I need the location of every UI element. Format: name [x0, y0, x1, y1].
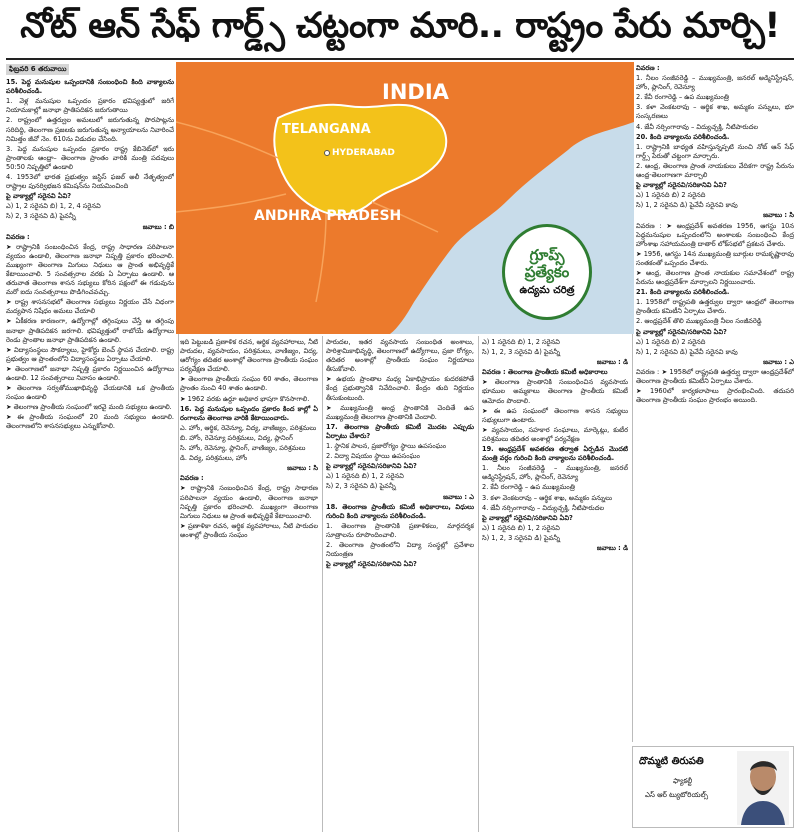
paragraph: ➤ తెలంగాణ ప్రాంతీయ సంఘం 60 శాతం, తెలంగాణ ప్రాంతం నుంచి 40 శాతం ఉండాలి. — [180, 375, 318, 393]
answer: జవాబు : డి — [596, 358, 628, 367]
explanation-heading: వివరణ : — [6, 232, 30, 241]
explanation-heading: వివరణ : — [636, 64, 660, 72]
option: ఎ. హోం, ఆర్థిక, రెవెన్యూ, విద్య, వాణిజ్యం, పరిశ్రమలు — [180, 423, 317, 432]
explanation: ➤ 1956, ఆగస్టు 14న ముఖ్యమంత్రి బూర్గుల రామకృష్ణారావు సంతకంతో ఒప్పందం చేశారు. — [636, 249, 794, 267]
explanation: 4. జేవీ నర్సింగారావు – విద్యుచ్ఛక్తి, నీటిపారుదల — [636, 122, 759, 131]
statement: 4. 1953లో భారత ప్రభుత్వం జస్టిస్‌ ఫజల్‌ అలీ నేతృత్వంలో రాష్ట్రాల పునర్విభజన కమిషన్‌ను నియమించింది — [6, 173, 174, 191]
headline-rule — [6, 58, 794, 60]
options: సి) 2, 3 సరైనవి డి) పైవన్నీ — [326, 482, 396, 491]
explanation: ➤ తెలంగాణ సర్వతోముఖాభివృద్ధి చేయడానికి ఒక ప్రాంతీయ సంఘం ఉండాలి — [6, 384, 174, 402]
explanation: 3. కళా వెంకటరావు – ఆర్థిక శాఖ, అమ్మకం పన్నులు, భూ సంస్కరణలు — [636, 103, 794, 121]
options: సి) 1, 2, 3 సరైనవి డి) పైవన్నీ — [482, 348, 561, 357]
explanation: ➤ విద్యాసంస్థలు సౌకర్యాలు, హైకోర్టు బెంచ్‌ స్థాపన చేయాలి. రాష్ట్ర ప్రభుత్వం ఆ ప్రాంతంలోని విద్యాసంస్థలు ఏర్పాటు చేయాలి. — [6, 345, 174, 363]
statement: 1. రాష్ట్రానికి బాధ్యత వహిస్తున్నప్పటి నుంచి నోట్‌ ఆన్‌ సేఫ్‌ గార్డ్స్‌ పేరుతో చట్టంగా మార్చారు. — [636, 142, 794, 160]
statement: 1. వెళ్ల మనుషుల ఒప్పందం ప్రకారం భవిష్యత్తులో జరిగే నియామకాల్లో జనాభా ప్రాతిపదికన జరుగుతాయి — [6, 97, 174, 115]
options: ఎ) 1 సరైనది బి) 1, 2 సరైనవి — [326, 472, 404, 481]
statement: 2. విద్యా విషయం స్థాయి ఉపసంఘం — [326, 452, 420, 461]
statement: 2. ఆంధ్రప్రదేశ్‌ తొలి ముఖ్యమంత్రి నీలం సంజీవరెడ్డి — [636, 317, 762, 326]
map-label-andhra-pradesh: ANDHRA PRADESH — [254, 208, 402, 224]
statement: 2. ఆంధ్ర, తెలంగాణ ప్రాంత నాయకులు వేదికగా రాష్ట్ర పేరును ఆంధ్ర-తెలంగాణగా మార్చాలి — [636, 161, 794, 180]
statement: 1. 1958లో రాష్ట్రపతి ఉత్తర్వుల ద్వారా ఆంధ్రలో తెలంగాణ ప్రాంతీయ కమిటీని ఏర్పాటు చేశారు. — [636, 298, 794, 316]
explanation: ➤ ఈ ఉప సంఘంలో తెలంగాణ శాసన సభ్యులు సభ్యులుగా ఉంటారు. — [482, 406, 628, 424]
answer: జవాబు : ఎ — [763, 357, 794, 366]
badge-line-1: గ్రూప్స్‌ — [529, 245, 565, 264]
paragraph: పారుదల, ఇతర వ్యవసాయ సంబంధిత అంశాలు, పారిశ్రామికాభివృద్ధి, తెలంగాణలో ఉద్యోగాలు, ప్రజా రోగ్యం, తదితర అంశాల్లో ప్రాంతీయ సంఘం నిర్ణయాలు తీసుకోవాలి. — [326, 338, 474, 374]
question-15: 15. పెద్ద మనుషుల ఒప్పందానికి సంబంధించి కింది వాక్యాలను పరిశీలించండి. — [6, 78, 174, 96]
explanation: 1. నీలం సంజీవరెడ్డి – ముఖ్యమంత్రి, జనరల్‌ అడ్మినిస్ట్రేషన్‌, హోం, ప్లానింగ్‌, రెవెన్యూ — [636, 74, 794, 92]
author-box — [632, 746, 794, 828]
answer: జవాబు : బి — [142, 222, 174, 231]
author-organisation: ఎస్‌ ఆర్‌ ట్యుటోరియల్స్‌ — [645, 791, 709, 799]
explanation: వివరణ : ➤ ఆంధ్రప్రదేశ్‌ అవతరణ 1956, ఆగస్టు 10న పెద్దమనుషుల ఒప్పందంలోని అంశాలకు సంబంధించి కేంద్ర హోంశాఖ సహాయమంత్రి దాతార్‌ లోక్‌సభలో ప్రకటన చేశారు. — [636, 221, 794, 248]
statement: 2. తెలంగాణ ప్రాంతంలోని విద్యా సంస్థల్లో ప్రవేశాల నియంత్రణ — [326, 540, 474, 559]
explanation: ➤ రాష్ట్రానికి సంబంధించిన కేంద్ర, రాష్ట్ర సాధారణ పరిపాలనా వ్యయం ఉండాలి, తెలంగాణ జనాభా నిష్పత్తి ప్రకారం భరించాలి. ముఖ్యంగా తెలంగాణ మిగులు నిధులు ఆ ప్రాంత అభివృద్ధికే కేటాయించాలి. 5 సంవత్సరాల వరకు ఏ ఏర్పాటు ఉండాలి. ఆ తరువాత తెలంగాణ శాసన సభ్యులు కోరిన పక్షంలో ఈ గడువును మరో ఐదు సంవత్సరాలు పొడిగించవచ్చు. — [6, 242, 174, 297]
headline — [6, 4, 794, 56]
statement: 1. నీలం సంజీవరెడ్డి – ముఖ్యమంత్రి, జనరల్‌ అడ్మినిస్ట్రేషన్‌, హోం, ప్లానింగ్‌, రెవెన్యూ — [482, 464, 628, 482]
map-label-hyderabad: HYDERABAD — [332, 148, 395, 158]
column-divider — [322, 336, 323, 832]
answer: జవాబు : సి — [763, 211, 794, 220]
column-divider — [478, 336, 479, 832]
explanation: ➤ వ్యవసాయం, సహకార సంఘాలు, మార్కెట్లు, కుటీర పరిశ్రమలు తదితర అంశాల్లో పర్యవేక్షణ — [482, 425, 628, 443]
question-prompt: పై వాక్యాల్లో సరైనవి/సరికానివి ఏవి? — [326, 560, 417, 569]
question-18: 18. తెలంగాణ ప్రాంతీయ కమిటీ అధికారాలు, విధులు గురించి కింది వాక్యాలను పరిశీలించండి. — [326, 502, 474, 520]
author-photo — [737, 751, 789, 825]
answer: జవాబు : సి — [287, 464, 318, 473]
options: సి) 1, 2 సరైనవి డి) పైవేవీ సరైనవి కావు — [636, 347, 738, 356]
section-header: ఫిబ్రవరి 6 తరువాయి — [6, 64, 69, 75]
statement: 1. తెలంగాణ ప్రాంతానికి ప్రణాళికలు, మార్గదర్శక సూత్రాలను రూపొందించాలి. — [326, 521, 474, 539]
article-column-1 — [6, 64, 174, 830]
article-column-2 — [180, 338, 318, 830]
question-16: 16. పెద్ద మనుషుల ఒప్పందం ప్రకారం కింద కాల్లో ఏ రంగాలను తెలంగాణ వారికి కేటాయించారు. — [180, 404, 318, 422]
option: బి. హోం, రెవెన్యూ పరిశ్రమలు, విద్య, ప్లానింగ్‌ — [180, 433, 293, 442]
question-prompt: పై వాక్యాల్లో సరైనవి ఏవి? — [6, 192, 72, 201]
paragraph: ➤ ముఖ్యమంత్రి ఆంధ్ర ప్రాంతానికి చెందితే ఉప ముఖ్యమంత్రి తెలంగాణ ప్రాంతానికి చెందాలి. — [326, 403, 474, 421]
explanation: ➤ తెలంగాణ ప్రాంతానికి సంబంధించిన వ్యవసాయ భూముల అమ్మకాలు తెలంగాణ ప్రాంతీయ కమిటీ ఆమోదం పొందాలి. — [482, 378, 628, 405]
explanation: ➤ రాష్ట్ర శాసనసభలో తెలంగాణ సభ్యులు నిర్ణయం చేసే విధంగా మద్యపాన నిషేధం అమలు చేయాలి — [6, 298, 174, 316]
headline-text: నోట్‌ ఆన్‌ సేఫ్‌ గార్డ్స్‌ చట్టంగా మారి.. రాష్ట్రం పేరు మార్చి! — [20, 6, 780, 46]
statement: 4. జేవీ నర్సింగారావు – విద్యుచ్ఛక్తి, నీటిపారుదల — [482, 503, 605, 512]
author-name: దొమ్మటి తిరుపతి — [639, 756, 704, 767]
explanation: ➤ 1960లో కార్యకలాపాలు ప్రారంభించింది. తదుపరి తెలంగాణ ప్రాంతీయ సంఘం ప్రారంభం అయింది. — [636, 387, 794, 405]
options: ఎ) 1 సరైనది బి) 2 సరైనది — [636, 191, 706, 200]
author-role: ఫ్యాకల్టీ — [673, 777, 693, 785]
article-column-3 — [326, 338, 474, 830]
article-column-4 — [482, 338, 628, 830]
statement: 1. స్థానిక పాలన, ప్రజారోగ్యం స్థాయి ఉపసంఘం — [326, 442, 447, 451]
explanation: ➤ ఆంధ్ర, తెలంగాణ ప్రాంత నాయకుల సమావేశంలో రాష్ట్ర పేరును ఆంధ్రప్రదేశ్‌గా మార్చాలని నిర్ణయించారు. — [636, 268, 794, 287]
question-19: 19. ఆంధ్రప్రదేశ్‌ అవతరణ తర్వాత ఏర్పడిన మొదటి మంత్రి వర్గం గురించి కింది వాక్యాలను పరిశీలించండి. — [482, 445, 628, 463]
statement: 3. కళా వెంకటరావు – ఆర్థిక శాఖ, అమ్మకం పన్నులు — [482, 493, 613, 502]
options: ఎ) 1 సరైనది బి) 1, 2 సరైనవి — [482, 338, 560, 346]
question-20: 20. కింది వాక్యాలను పరిశీలించండి. — [636, 132, 730, 141]
article-column-5 — [636, 64, 794, 742]
explanation-heading: వివరణ : తెలంగాణ ప్రాంతీయ కమిటీ అధికారాలు — [482, 368, 608, 377]
explanation-heading: వివరణ : — [180, 474, 204, 483]
explanation: ➤ రాష్ట్రానికి సంబంధించిన కేంద్ర, రాష్ట్ర సాధారణ పరిపాలనా వ్యయం ఉండాలి, తెలంగాణ జనాభా నిష్పత్తి ప్రకారం భరించాలి. ముఖ్యంగా తెలంగాణ మిగులు నిధులు ఆ ప్రాంత అభివృద్ధికే కేటాయించాలి. — [180, 484, 318, 520]
statement: 2. రాష్ట్రంలో ఉత్తర్వుల అమలులో జరుగుతున్న పొరపాట్లను సరిదిద్ది, తెలంగాణ ప్రజలకు జరుగుతున్న అన్యాయాలను నివారించే నిమిత్తం జీవో నెం. 610ను విడుదల చేసింది. — [6, 116, 174, 143]
question-prompt: పై వాక్యాల్లో సరైనవి/సరికానివి ఏవి? — [326, 462, 417, 471]
explanation: 2. కేవీ రంగారెడ్డి – ఉప ముఖ్యమంత్రి — [636, 93, 729, 102]
explanation: ➤ ఏకీకరణ కారణంగా, ఉద్యోగాల్లో తగ్గింపులు చేస్తే ఆ తగ్గింపు జనాభా ప్రాతిపదికన జరగాలి. భవిష్యత్తులో రాబోయే ఉద్యోగాలు రెండు ప్రాంతాల జనాభా ప్రాతిపదికన ఉండాలి. — [6, 317, 174, 344]
answer: జవాబు : ఎ — [443, 492, 474, 501]
explanation: వివరణ : ➤ 1958లో రాష్ట్రపతి ఉత్తర్వు ద్వారా ఆంధ్రప్రదేశ్‌లో తెలంగాణ ప్రాంతీయ కమిటీని ఏర్పాటు చేశారు. — [636, 367, 794, 385]
answer: జవాబు : డి — [596, 543, 628, 552]
option: సి. హోం, రెవెన్యూ, ప్లానింగ్‌, వాణిజ్యం, పరిశ్రమలు — [180, 444, 306, 453]
option: డి. విద్య, పరిశ్రమలు, హోం — [180, 454, 248, 463]
question-prompt: పై వాక్యాల్లో సరైనవి/సరికానివి ఏవి? — [636, 327, 727, 336]
statement: 3. పెద్ద మనుషుల ఒప్పందం ప్రకారం రాష్ట్ర కేబినెట్‌లో ఇరు ప్రాంతాలకు ఆంధ్రా– తెలంగాణ ప్రాంతం వారికి మంత్రి పదవులు 50:50 నిష్పత్తిలో ఉండాలి — [6, 144, 174, 171]
groups-special-badge — [502, 224, 592, 320]
explanation: ➤ తెలంగాణ ప్రాంతీయ సంఘంలో ఇరవై మంది సభ్యులు ఉండాలి. — [6, 403, 172, 412]
explanation: ➤ ఈ ప్రాంతీయ సంఘంలో 20 మంది సభ్యులు ఉండాలి. తెలంగాణలోని శాసనసభ్యులు ఎన్నుకోవాలి. — [6, 413, 174, 431]
question-prompt: పై వాక్యాల్లో సరైనవి/సరికానివి ఏవి? — [482, 513, 573, 522]
paragraph: ➤ ఉభయ ప్రాంతాల మధ్య ఏకాభిప్రాయం కుదరకపోతే కేంద్ర ప్రభుత్వానికి నివేదించాలి. కేంద్రం తుది నిర్ణయం తీసుకుంటుంది. — [326, 375, 474, 402]
explanation: ➤ తెలంగాణలో జనాభా నిష్పత్తి ప్రకారం నిర్ణయించిన ఉద్యోగాలు ఉండాలి. 12 సంవత్సరాలు నివాసం ఉండాలి. — [6, 364, 174, 382]
options: ఎ) 1 సరైనది బి) 1, 2 సరైనవి — [482, 523, 560, 532]
badge-line-3: ఉద్యమ చరిత్ర — [519, 284, 575, 296]
options: సి) 2, 3 సరైనవి డి) పైవన్నీ — [6, 212, 76, 221]
question-17: 17. తెలంగాణ ప్రాంతీయ కమిటీ మొదట ఎప్పుడు ఏర్పాటు చేశారు? — [326, 422, 474, 440]
question-prompt: పై వాక్యాల్లో సరైనవి/సరికానివి ఏవి? — [636, 181, 727, 190]
paragraph: ఇది పెట్టుబడి ప్రణాళిక రచన, ఆర్థిక వ్యవహారాలు, నీటి పారుదల, వ్యవసాయం, పరిశ్రమలు, వాణిజ్యం, విద్య, ఆరోగ్యం తదితర అంశాల్లో తెలంగాణ ప్రాంతీయ సంఘం పర్యవేక్షణ చేయాలి. — [180, 338, 318, 374]
hyderabad-marker-icon — [324, 150, 330, 156]
options: సి) 1, 2 సరైనవి డి) పైవేవీ సరైనవి కావు — [636, 201, 738, 210]
badge-line-2: ప్రత్యేకం — [524, 262, 570, 281]
options: ఎ) 1 సరైనది బి) 2 సరైనది — [636, 337, 706, 346]
explanation: ➤ ప్రణాళికా రచన, ఆర్థిక వ్యవహారాలు, నీటి పారుదల అంశాల్లో ప్రాంతీయ సంఘం — [180, 521, 318, 539]
statement: 2. కేవీ రంగారెడ్డి – ఉప ముఖ్యమంత్రి — [482, 483, 575, 492]
map-label-india: INDIA — [382, 80, 449, 104]
paragraph: ➤ 1962 వరకు ఉర్దూ అధికార భాషగా కొనసాగాలి. — [180, 394, 310, 403]
options: ఎ) 1, 2 సరైనవి బి) 1, 2, 4 సరైనవి — [6, 202, 101, 211]
options: సి) 1, 2, 3 సరైనవి డి) పైవన్నీ — [482, 533, 561, 542]
question-21: 21. కింది వాక్యాలను పరిశీలించండి. — [636, 288, 730, 297]
map-label-telangana: TELANGANA — [282, 122, 371, 137]
